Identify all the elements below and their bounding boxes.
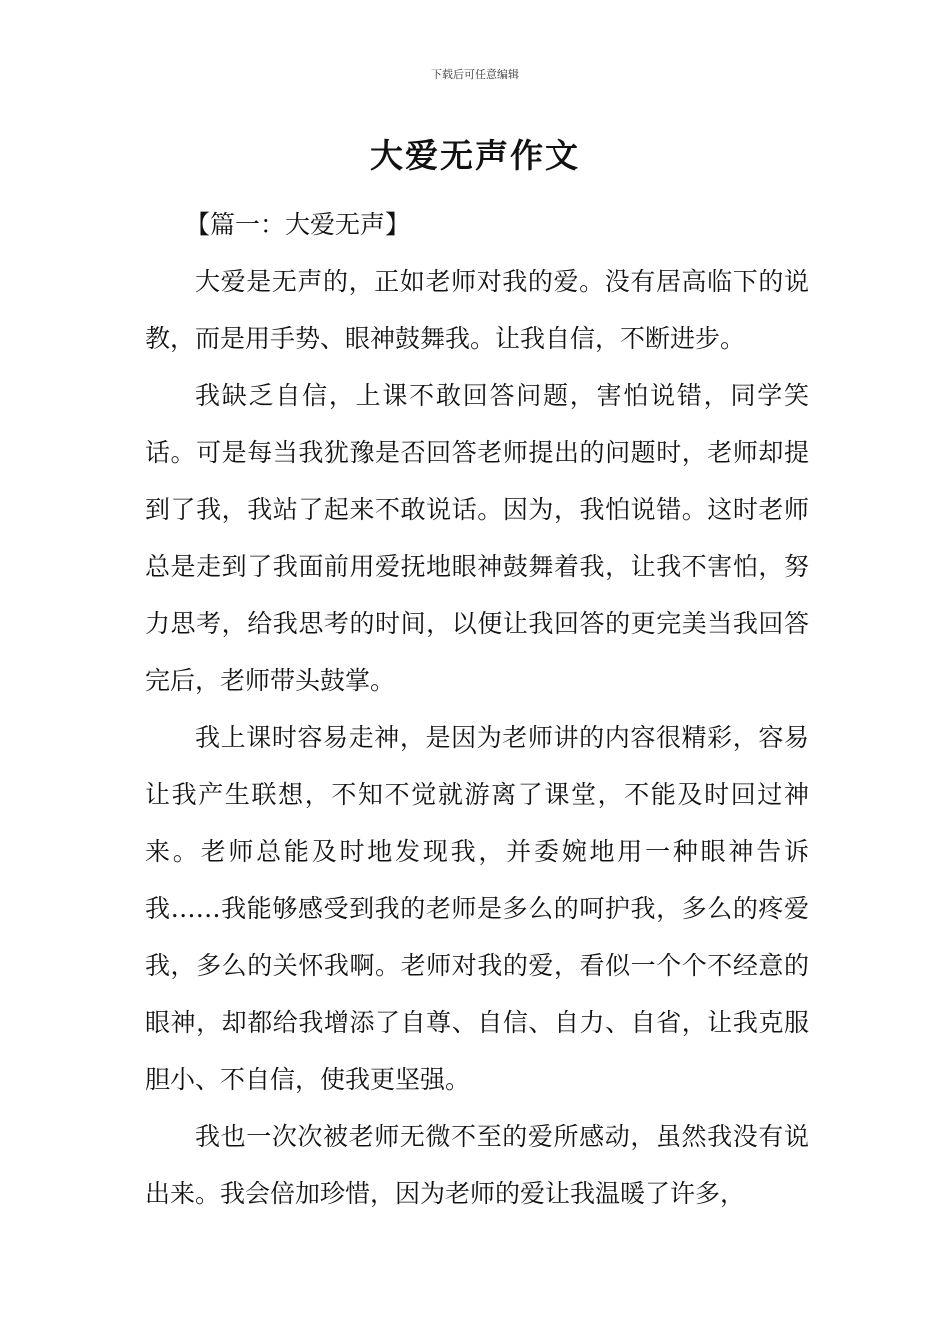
- article-body: [145, 196, 809, 1222]
- paragraph-4: 我也一次次被老师无微不至的爱所感动，虽然我没有说出来。我会倍加珍惜，因为老师的爱让我温暖了许多，: [145, 1122, 809, 1208]
- paragraph-3: 我上课时容易走神，是因为老师讲的内容很精彩，容易让我产生联想，不知不觉就游离了课堂，不能及时回过神来。老师总能及时地发现我，并委婉地用一种眼神告诉我……我能够感受到我的老师是多么的呵护我，多么的疼爱我，多么的关怀我啊。老师对我的爱，看似一个个不经意的眼神，却都给我增添了自尊、自信、自力、自省，让我克服胆小、不自信，使我更坚强。: [145, 723, 809, 1094]
- paragraph-2: 我缺乏自信，上课不敢回答问题，害怕说错，同学笑话。可是每当我犹豫是否回答老师提出的问题时，老师却提到了我，我站了起来不敢说话。因为，我怕说错。这时老师总是走到了我面前用爱抚地眼神鼓舞着我，让我不害怕，努力思考，给我思考的时间，以便让我回答的更完美当我回答完后，老师带头鼓掌。: [145, 381, 809, 695]
- page-title: 大爱无声作文: [370, 136, 580, 175]
- section-heading: 【篇一：大爱无声】: [185, 210, 411, 239]
- paragraph-1: 大爱是无声的，正如老师对我的爱。没有居高临下的说教，而是用手势、眼神鼓舞我。让我自信，不断进步。: [145, 267, 809, 353]
- header-note: 下载后可任意编辑: [431, 68, 519, 81]
